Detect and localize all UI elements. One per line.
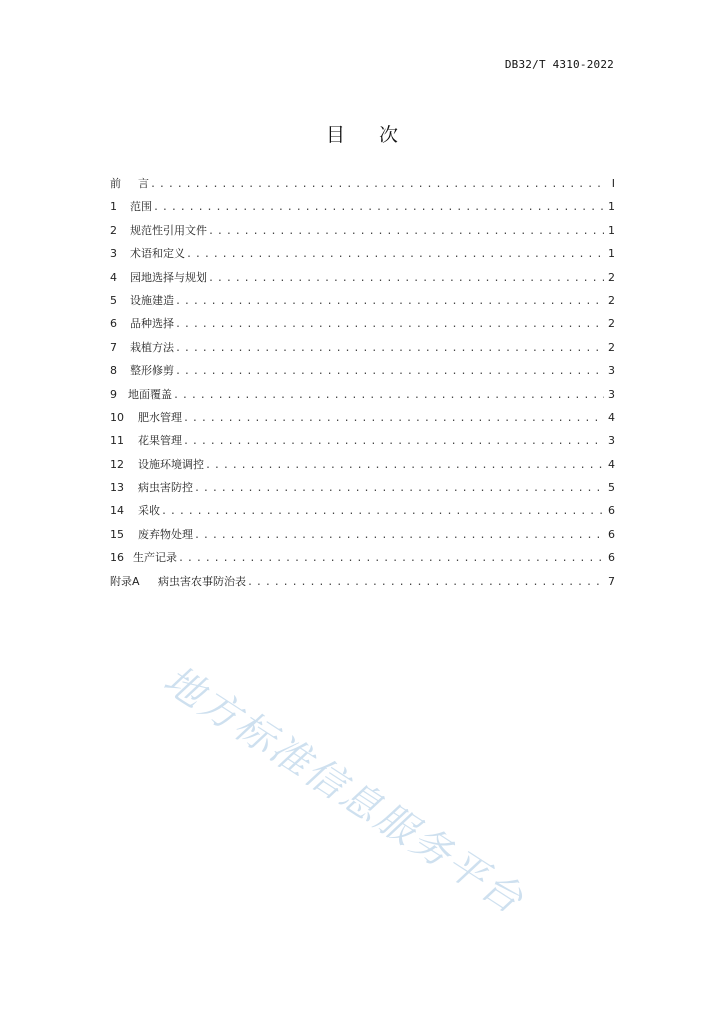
toc-entry-number: 前 [110,177,121,190]
toc-entry-label: 病虫害农事防治表 [158,574,246,588]
toc-entry-label: 园地选择与规划 [130,270,207,284]
toc-entry-7[interactable] [110,336,615,359]
toc-entry-page: 4 [608,457,615,471]
toc-entry-label: 范围 [130,200,152,214]
toc-entry-page: 6 [608,504,615,518]
toc-entry-14[interactable] [110,499,615,522]
toc-entry-number: 9 [110,387,117,401]
toc-entry-number: 8 [110,364,117,378]
toc-entry-page: 6 [608,527,615,541]
toc-entry-page: 2 [608,270,615,284]
toc-entry-number: 14 [110,504,124,518]
toc-leader-dots [153,196,604,219]
toc-entry-number: 7 [110,340,117,354]
toc-entry-number: 13 [110,481,124,495]
toc-entry-page: 4 [608,410,615,424]
toc-entry-page: 7 [608,574,615,588]
toc-entry-number: 附录A [110,574,140,588]
toc-entry-page: 5 [608,481,615,495]
toc-entry-page: 3 [608,364,615,378]
toc-leader-dots [175,290,604,313]
toc-leader-dots [194,477,604,500]
toc-entry-number: 11 [110,434,124,448]
toc-leader-dots [175,360,604,383]
toc-entry-9[interactable] [110,383,615,406]
toc-leader-dots [161,500,604,523]
toc-entry-page: 6 [608,551,615,565]
toc-entry-8[interactable] [110,359,615,382]
toc-entry-page: 1 [608,247,615,261]
toc-leader-dots [183,430,604,453]
toc-entry-page: 2 [608,317,615,331]
toc-leader-dots [186,243,604,266]
toc-entry-label: 地面覆盖 [128,387,172,401]
toc-entry-number: 10 [110,410,124,424]
toc-entry-2[interactable] [110,219,615,242]
toc-leader-dots [208,267,604,290]
toc-entry-page: 3 [608,434,615,448]
watermark-text: 地方标准信息服务平台 [155,657,533,925]
toc-entry-label: 生产记录 [133,551,177,565]
toc-entry-5[interactable] [110,289,615,312]
toc-entry-label: 花果管理 [138,434,182,448]
toc-entry-appendix-a[interactable] [110,570,615,593]
toc-entry-number: 6 [110,317,117,331]
toc-entry-6[interactable] [110,312,615,335]
toc-leader-dots [208,220,604,243]
toc-entry-number: 5 [110,293,117,307]
toc-entry-3[interactable] [110,242,615,265]
toc-entry-12[interactable] [110,453,615,476]
toc-leader-dots [205,454,604,477]
toc-entry-label: 肥水管理 [138,410,182,424]
toc-entry-label: 栽植方法 [130,340,174,354]
toc-entry-number: 12 [110,457,124,471]
toc-entry-number: 15 [110,527,124,541]
toc-leader-dots [175,337,604,360]
toc-entry-number: 4 [110,270,117,284]
toc-entry-label: 设施环境调控 [138,457,204,471]
toc-entry-page: 2 [608,293,615,307]
toc-leader-dots [173,384,604,407]
toc-leader-dots [247,571,604,594]
toc-entry-13[interactable] [110,476,615,499]
toc-entry-page: 1 [608,223,615,237]
toc-entry-number: 1 [110,200,117,214]
toc-title: 目 次 [325,124,413,146]
toc-entry-page: 3 [608,387,615,401]
toc-entry-label: 规范性引用文件 [130,223,207,237]
toc-entry-label: 采收 [138,504,160,518]
document-code: DB32/T 4310-2022 [504,58,614,71]
toc-entry-page: 2 [608,340,615,354]
toc-entry-number: 3 [110,247,117,261]
toc-entry-label: 病虫害防控 [138,481,193,495]
toc-entry-16[interactable] [110,546,615,569]
toc-entry-15[interactable] [110,523,615,546]
toc-entry-page: 1 [608,200,615,214]
toc-entry-page: Ⅰ [611,177,615,190]
toc-entry-label: 设施建造 [130,293,174,307]
toc-entry-label: 术语和定义 [130,247,185,261]
toc-entry-10[interactable] [110,406,615,429]
toc-leader-dots [178,547,604,570]
toc-entry-4[interactable] [110,266,615,289]
table-of-contents [110,172,615,593]
toc-entry-number: 2 [110,223,117,237]
toc-entry-label: 品种选择 [130,317,174,331]
toc-entry-label: 整形修剪 [130,364,174,378]
toc-entry-label: 言 [138,177,149,190]
toc-entry-foreword[interactable] [110,172,615,195]
toc-entry-label: 废弃物处理 [138,527,193,541]
toc-entry-1[interactable] [110,195,615,218]
toc-leader-dots [150,173,604,196]
toc-entry-11[interactable] [110,429,615,452]
toc-leader-dots [175,313,604,336]
toc-leader-dots [183,407,604,430]
toc-entry-number: 16 [110,551,124,565]
toc-leader-dots [194,524,604,547]
